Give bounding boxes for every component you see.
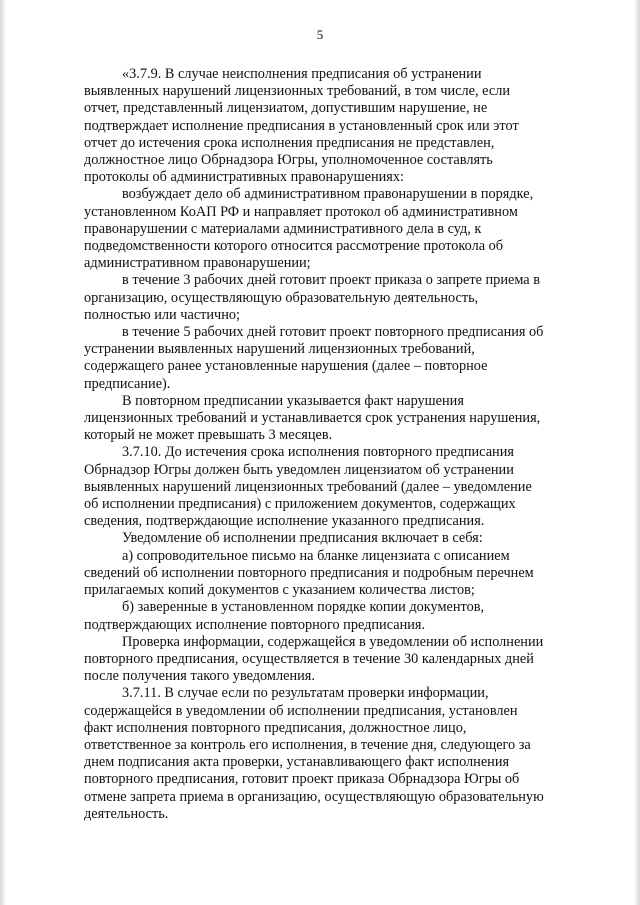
paragraph-initiates-case: возбуждает дело об административном правонарушении в порядке, установленном КоАП РФ и направляет протокол об административном правонарушении с материалами административного дела в суд, к подведомственности которого относится рассмотрение протокола об административном правонарушении; (84, 186, 534, 272)
page-number: 5 (316, 27, 324, 42)
paragraph-item-b: б) заверенные в установленном порядке копии документов, подтверждающих исполнение повторного предписания. (84, 599, 485, 633)
paragraph-3-7-9: «3.7.9. В случае неисполнения предписания об устранении выявленных нарушений лицензионных требований, в том числе, если отчет, представленный лицензиатом, допустившим нарушение, не подтверждает исполнение предписания в установленный срок или этот отчет до истечения срока исполнения предписания не представлен, должностное лицо Обрнадзора Югры, уполномоченное составлять протоколы об административных правонарушениях: (84, 66, 519, 186)
paragraph-notice-includes: Уведомление об исполнении предписания включает в себя: (122, 530, 483, 547)
paragraph-item-a: а) сопроводительное письмо на бланке лицензиата с описанием сведений об исполнении повторного предписания и подробным перечнем прилагаемых копий документов с указанием количества листов; (84, 547, 534, 599)
paragraph-3-7-11: 3.7.11. В случае если по результатам проверки информации, содержащейся в уведомлении об исполнении предписания, установлен факт исполнения повторного предписания, должностное лицо, ответственное за контроль его исполнения, в течение дня, следующего за днем подписания акта проверки, устанавливающего факт исполнения повторного предписания, готовит проект приказа Обрнадзора Югры об отмене запрета приема в организацию, осуществляющую образовательную деятельность. (84, 685, 544, 822)
paragraph-repeat-order: в течение 5 рабочих дней готовит проект повторного предписания об устранении выявленных нарушений лицензионных требований, содержащего ранее установленные нарушения (далее – повторное предписание). (84, 324, 544, 392)
paragraph-verification: Проверка информации, содержащейся в уведомлении об исполнении повторного предписания, осуществляется в течение 30 календарных дней после получения такого уведомления. (84, 633, 544, 685)
paragraph-admission-ban: в течение 3 рабочих дней готовит проект приказа о запрете приема в организацию, осуществляющую образовательную деятельность, полностью или частично; (84, 272, 540, 323)
paragraph-3-7-10: 3.7.10. До истечения срока исполнения повторного предписания Обрнадзор Югры должен быть уведомлен лицензиатом об устранении выявленных нарушений лицензионных требований (далее – уведомление об исполнении предписания) с приложением документов, содержащих сведения, подтверждающие исполнение указанного предписания. (84, 444, 532, 530)
scan-edge-right (634, 0, 640, 905)
document-body (84, 66, 572, 823)
paragraph-repeat-order-terms: В повторном предписании указывается факт нарушения лицензионных требований и устанавливается срок устранения нарушения, который не может превышать 3 месяцев. (84, 392, 541, 444)
scan-edge-left (0, 0, 6, 905)
